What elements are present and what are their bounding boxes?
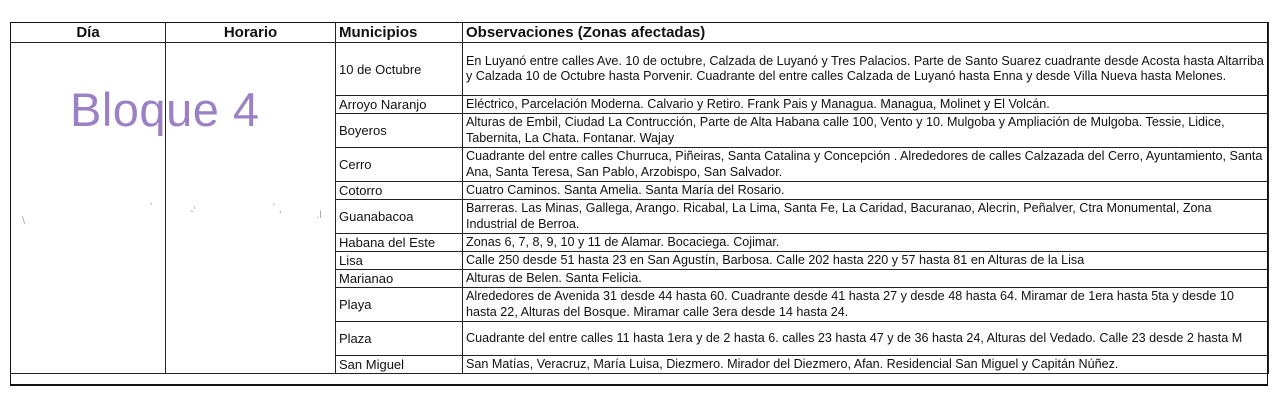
scan-speck: ` , xyxy=(272,203,282,215)
municipio-cell: Lisa xyxy=(336,252,463,270)
table-outer-border xyxy=(10,22,1268,386)
observaciones-cell: Alturas de Belen. Santa Felicia. xyxy=(463,270,1269,288)
scan-speck: -' xyxy=(190,205,196,217)
municipio-cell: Marianao xyxy=(336,270,463,288)
municipio-cell: Guanabacoa xyxy=(336,200,463,234)
observaciones-cell: En Luyanó entre calles Ave. 10 de octubre, Calzada de Luyanó y Tres Palacios. Parte de Santo Suarez cuadrante desde Acosta hasta Altarriba y Calzada 10 de Octubre hasta Porvenir. Cuadrante del entre calles Calzada de Luyanó hasta Enna y desde Villa Nueva hasta Melones. xyxy=(463,43,1269,96)
municipio-cell: Cerro xyxy=(336,148,463,182)
observaciones-cell: Cuadrante del entre calles Churruca, Piñeiras, Santa Catalina y Concepción . Alrededores de calles Calzazada del Cerro, Ayuntamiento, Santa Ana, Santa Teresa, San Pablo, Arzobispo, San Salvador. xyxy=(463,148,1269,182)
observaciones-cell: Zonas 6, 7, 8, 9, 10 y 11 de Alamar. Bocaciega. Cojimar. xyxy=(463,234,1269,252)
municipio-cell: 10 de Octubre xyxy=(336,43,463,96)
observaciones-cell: Alrededores de Avenida 31 desde 44 hasta 60. Cuadrante desde 41 hasta 27 y desde 48 hasta 64. Miramar de 1era hasta 5ta y desde 10 hasta 22, Alturas del Bosque. Miramar calle 3era desde 14 hasta 24. xyxy=(463,288,1269,322)
observaciones-cell: Eléctrico, Parcelación Moderna. Calvario y Retiro. Frank Pais y Managua. Managua, Molinet y El Volcán. xyxy=(463,96,1269,114)
scan-speck: \ xyxy=(22,215,26,227)
scan-speck: .I xyxy=(316,209,323,221)
observaciones-cell: Barreras. Las Minas, Gallega, Arango. Ricabal, La Lima, Santa Fe, La Caridad, Bacuranao, Alecrin, Peñalver, Ctra Monumental, Zona Industrial de Berroa. xyxy=(463,200,1269,234)
observaciones-cell: Alturas de Embil, Ciudad La Contrucción, Parte de Alta Habana calle 100, Vento y 10. Mulgoba y Ampliación de Mulgoba. Tessie, Lidice, Tabernita, La Chata. Fontanar. Wajay xyxy=(463,114,1269,148)
header-dia: Día xyxy=(11,23,166,43)
municipio-cell: Plaza xyxy=(336,322,463,356)
observaciones-cell: San Matías, Veracruz, María Luisa, Diezmero. Mirador del Diezmero, Afan. Residencial San Miguel y Capitán Núñez. xyxy=(463,356,1269,374)
header-municipios: Municipios xyxy=(336,23,463,43)
municipio-cell: Arroyo Naranjo xyxy=(336,96,463,114)
bloque-label: Bloque 4 xyxy=(70,83,260,136)
scan-speck: ' xyxy=(150,201,153,213)
municipio-cell: Boyeros xyxy=(336,114,463,148)
observaciones-cell: Calle 250 desde 51 hasta 23 en San Agustín, Barbosa. Calle 202 hasta 220 y 57 hasta 81 en Alturas de la Lisa xyxy=(463,252,1269,270)
observaciones-cell: Cuatro Caminos. Santa Amelia. Santa María del Rosario. xyxy=(463,182,1269,200)
bottom-rule xyxy=(10,384,1268,385)
observaciones-cell: Cuadrante del entre calles 11 hasta 1era y de 2 hasta 6. calles 23 hasta 47 y de 36 hasta 24, Alturas del Vedado. Calle 23 desde 2 hasta M xyxy=(463,322,1269,356)
municipio-cell: Playa xyxy=(336,288,463,322)
municipio-cell: San Miguel xyxy=(336,356,463,374)
municipio-cell: Cotorro xyxy=(336,182,463,200)
header-observaciones: Observaciones (Zonas afectadas) xyxy=(463,23,1269,43)
municipio-cell: Habana del Este xyxy=(336,234,463,252)
header-horario: Horario xyxy=(166,23,336,43)
